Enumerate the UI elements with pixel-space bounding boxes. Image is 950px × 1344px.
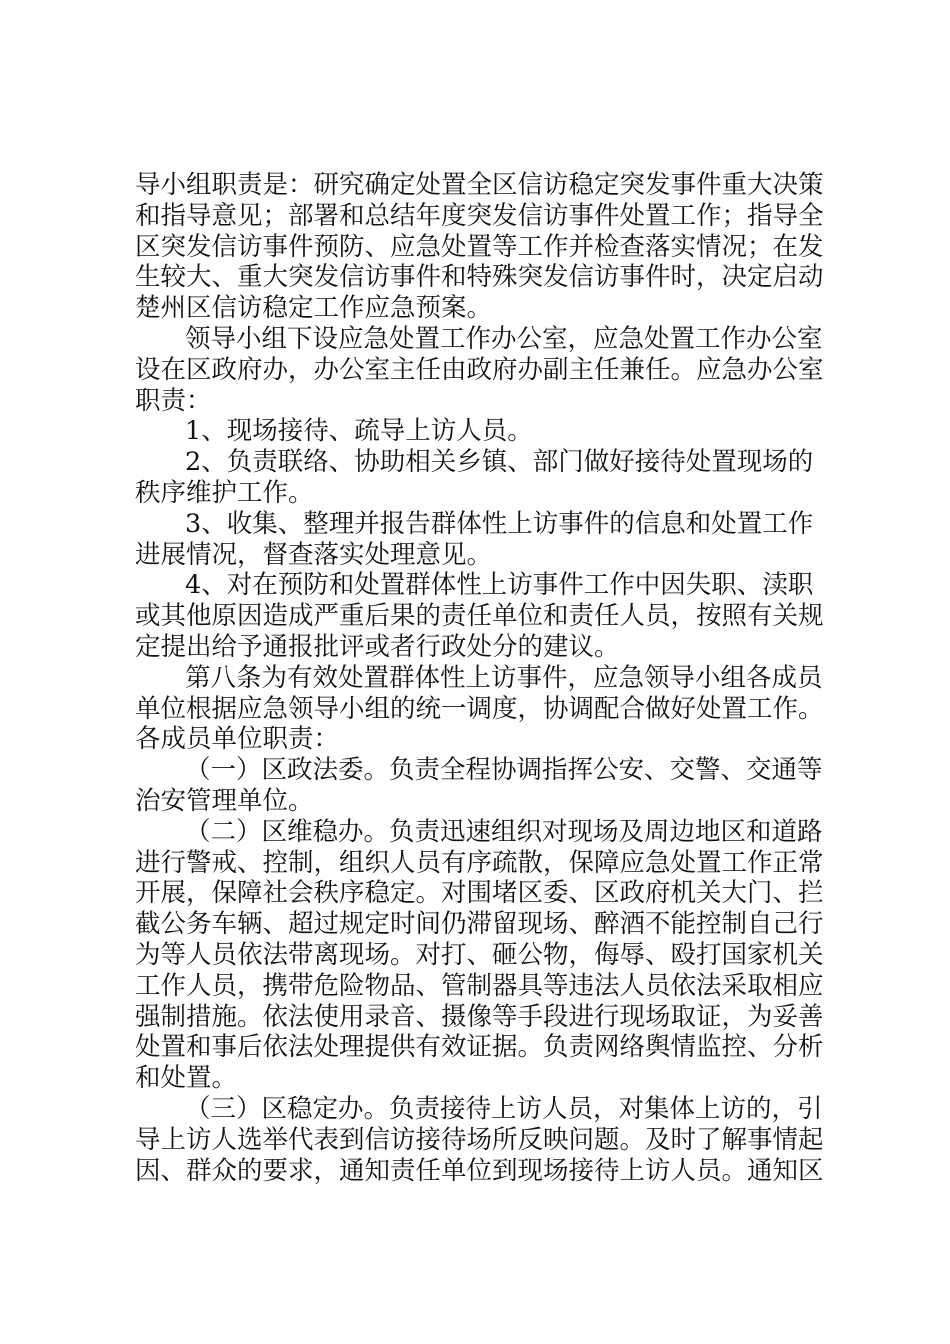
text-line: 定提出给予通报批评或者行政处分的建议。	[135, 631, 620, 662]
text-line: 截公务车辆、超过规定时间仍滞留现场、醉酒不能控制自己行	[135, 909, 824, 940]
text-line: 或其他原因造成严重后果的责任单位和责任人员，按照有关规	[135, 601, 824, 632]
text-line: 工作人员，携带危险物品、管制器具等违法人员依法采取相应	[135, 970, 824, 1001]
text-line: 区突发信访事件预防、应急处置等工作并检查落实情况；在发	[135, 231, 824, 262]
text-line: 单位根据应急领导小组的统一调度，协调配合做好处置工作。	[135, 693, 824, 724]
text-line: 秩序维护工作。	[135, 477, 314, 508]
text-line: 第八条为有效处置群体性上访事件，应急领导小组各成员	[185, 662, 823, 693]
text-line: 处置和事后依法处理提供有效证据。负责网络舆情监控、分析	[135, 1032, 824, 1063]
text-line: 3、收集、整理并报告群体性上访事件的信息和处置工作	[185, 508, 814, 539]
text-line: （二）区维稳办。负责迅速组织对现场及周边地区和道路	[185, 816, 823, 847]
text-line: 导上访人选举代表到信访接待场所反映问题。及时了解事情起	[135, 1124, 824, 1155]
text-line: 进展情况，督查落实处理意见。	[135, 539, 493, 570]
text-line: 强制措施。依法使用录音、摄像等手段进行现场取证，为妥善	[135, 1001, 824, 1032]
text-line: 和指导意见；部署和总结年度突发信访事件处置工作；指导全	[135, 200, 824, 231]
text-line: 生较大、重大突发信访事件和特殊突发信访事件时，决定启动	[135, 262, 824, 293]
text-line: 为等人员依法带离现场。对打、砸公物，侮辱、殴打国家机关	[135, 939, 824, 970]
text-line: 因、群众的要求，通知责任单位到现场接待上访人员。通知区	[135, 1155, 824, 1186]
text-line: 开展，保障社会秩序稳定。对围堵区委、区政府机关大门、拦	[135, 878, 824, 909]
text-line: 职责：	[135, 385, 212, 416]
document-body	[135, 170, 824, 1186]
text-line: （三）区稳定办。负责接待上访人员，对集体上访的，引	[185, 1093, 823, 1124]
text-line: 设在区政府办，办公室主任由政府办副主任兼任。应急办公室	[135, 354, 824, 385]
text-line: 和处置。	[135, 1063, 238, 1094]
text-line: 各成员单位职责：	[135, 724, 340, 755]
text-line: 导小组职责是：研究确定处置全区信访稳定突发事件重大决策	[135, 170, 824, 200]
text-line: 楚州区信访稳定工作应急预案。	[135, 293, 493, 324]
text-line: 治安管理单位。	[135, 785, 314, 816]
text-line: 4、对在预防和处置群体性上访事件工作中因失职、渎职	[185, 570, 814, 601]
text-line: （一）区政法委。负责全程协调指挥公安、交警、交通等	[185, 755, 823, 786]
text-line: 领导小组下设应急处置工作办公室，应急处置工作办公室	[185, 323, 823, 354]
text-line: 2、负责联络、协助相关乡镇、部门做好接待处置现场的	[185, 447, 814, 478]
text-line: 1、现场接待、疏导上访人员。	[185, 416, 533, 447]
text-line: 进行警戒、控制，组织人员有序疏散，保障应急处置工作正常	[135, 847, 824, 878]
